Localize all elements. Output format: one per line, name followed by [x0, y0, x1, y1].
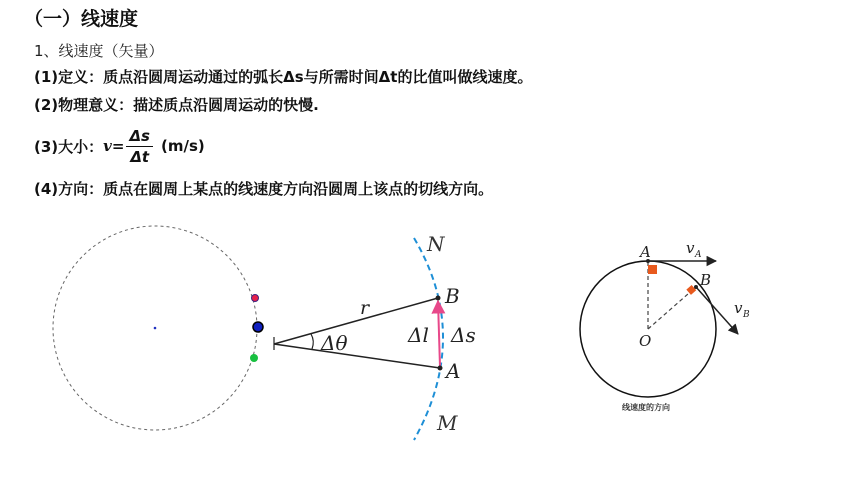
- angle-arc: [311, 334, 313, 349]
- label-vA-sub: A: [695, 250, 702, 260]
- label-vA: v: [686, 239, 695, 257]
- label-vB: v: [734, 299, 743, 317]
- velocity-arrow-B: [696, 287, 738, 334]
- green-dot: [250, 354, 258, 362]
- label-vB-sub: B: [743, 310, 750, 320]
- center-dot: [154, 327, 157, 330]
- point-B-right: [694, 285, 698, 289]
- label-delta-l: Δl: [408, 323, 429, 347]
- label-N: N: [427, 232, 445, 256]
- label-delta-theta: Δθ: [321, 331, 348, 355]
- right-angle-mark-A: [648, 265, 657, 274]
- label-O: O: [639, 332, 652, 350]
- item-meaning: (2)物理意义：描述质点沿圆周运动的快慢.: [34, 96, 319, 114]
- item-direction: (4)方向：质点在圆周上某点的线速度方向沿圆周上该点的切线方向。: [34, 180, 494, 198]
- section-title: （一）线速度: [24, 8, 139, 30]
- magnitude-prefix: (3)大小：: [34, 137, 104, 156]
- label-M: M: [437, 411, 458, 435]
- blue-dot: [253, 322, 263, 332]
- label-A-right: A: [640, 243, 651, 261]
- dashed-radius-OB: [648, 287, 696, 329]
- label-r: r: [360, 297, 370, 319]
- fraction-denominator: Δt: [130, 147, 150, 166]
- right-tangent-diagram: [580, 239, 750, 412]
- middle-arc-diagram: [274, 232, 476, 440]
- red-dot: [252, 295, 259, 302]
- item-definition: (1)定义：质点沿圆周运动通过的弧长Δs与所需时间Δt的比值叫做线速度。: [34, 68, 533, 86]
- label-delta-s: Δs: [451, 323, 476, 347]
- left-circle-diagram: [53, 226, 263, 430]
- magnitude-unit: (m/s): [161, 137, 205, 155]
- radius-line-to-A: [274, 344, 440, 368]
- label-B: B: [445, 284, 460, 308]
- item-linear-velocity: 1、线速度（矢量）: [34, 42, 164, 60]
- point-A: [438, 366, 443, 371]
- right-diagram-caption: 线速度的方向: [622, 403, 670, 412]
- label-B-right: B: [700, 271, 712, 289]
- magnitude-variable: v=: [103, 137, 125, 155]
- fraction-numerator: Δs: [126, 127, 153, 147]
- label-A: A: [446, 359, 461, 383]
- chord-arrow: [438, 301, 440, 367]
- point-B: [436, 296, 441, 301]
